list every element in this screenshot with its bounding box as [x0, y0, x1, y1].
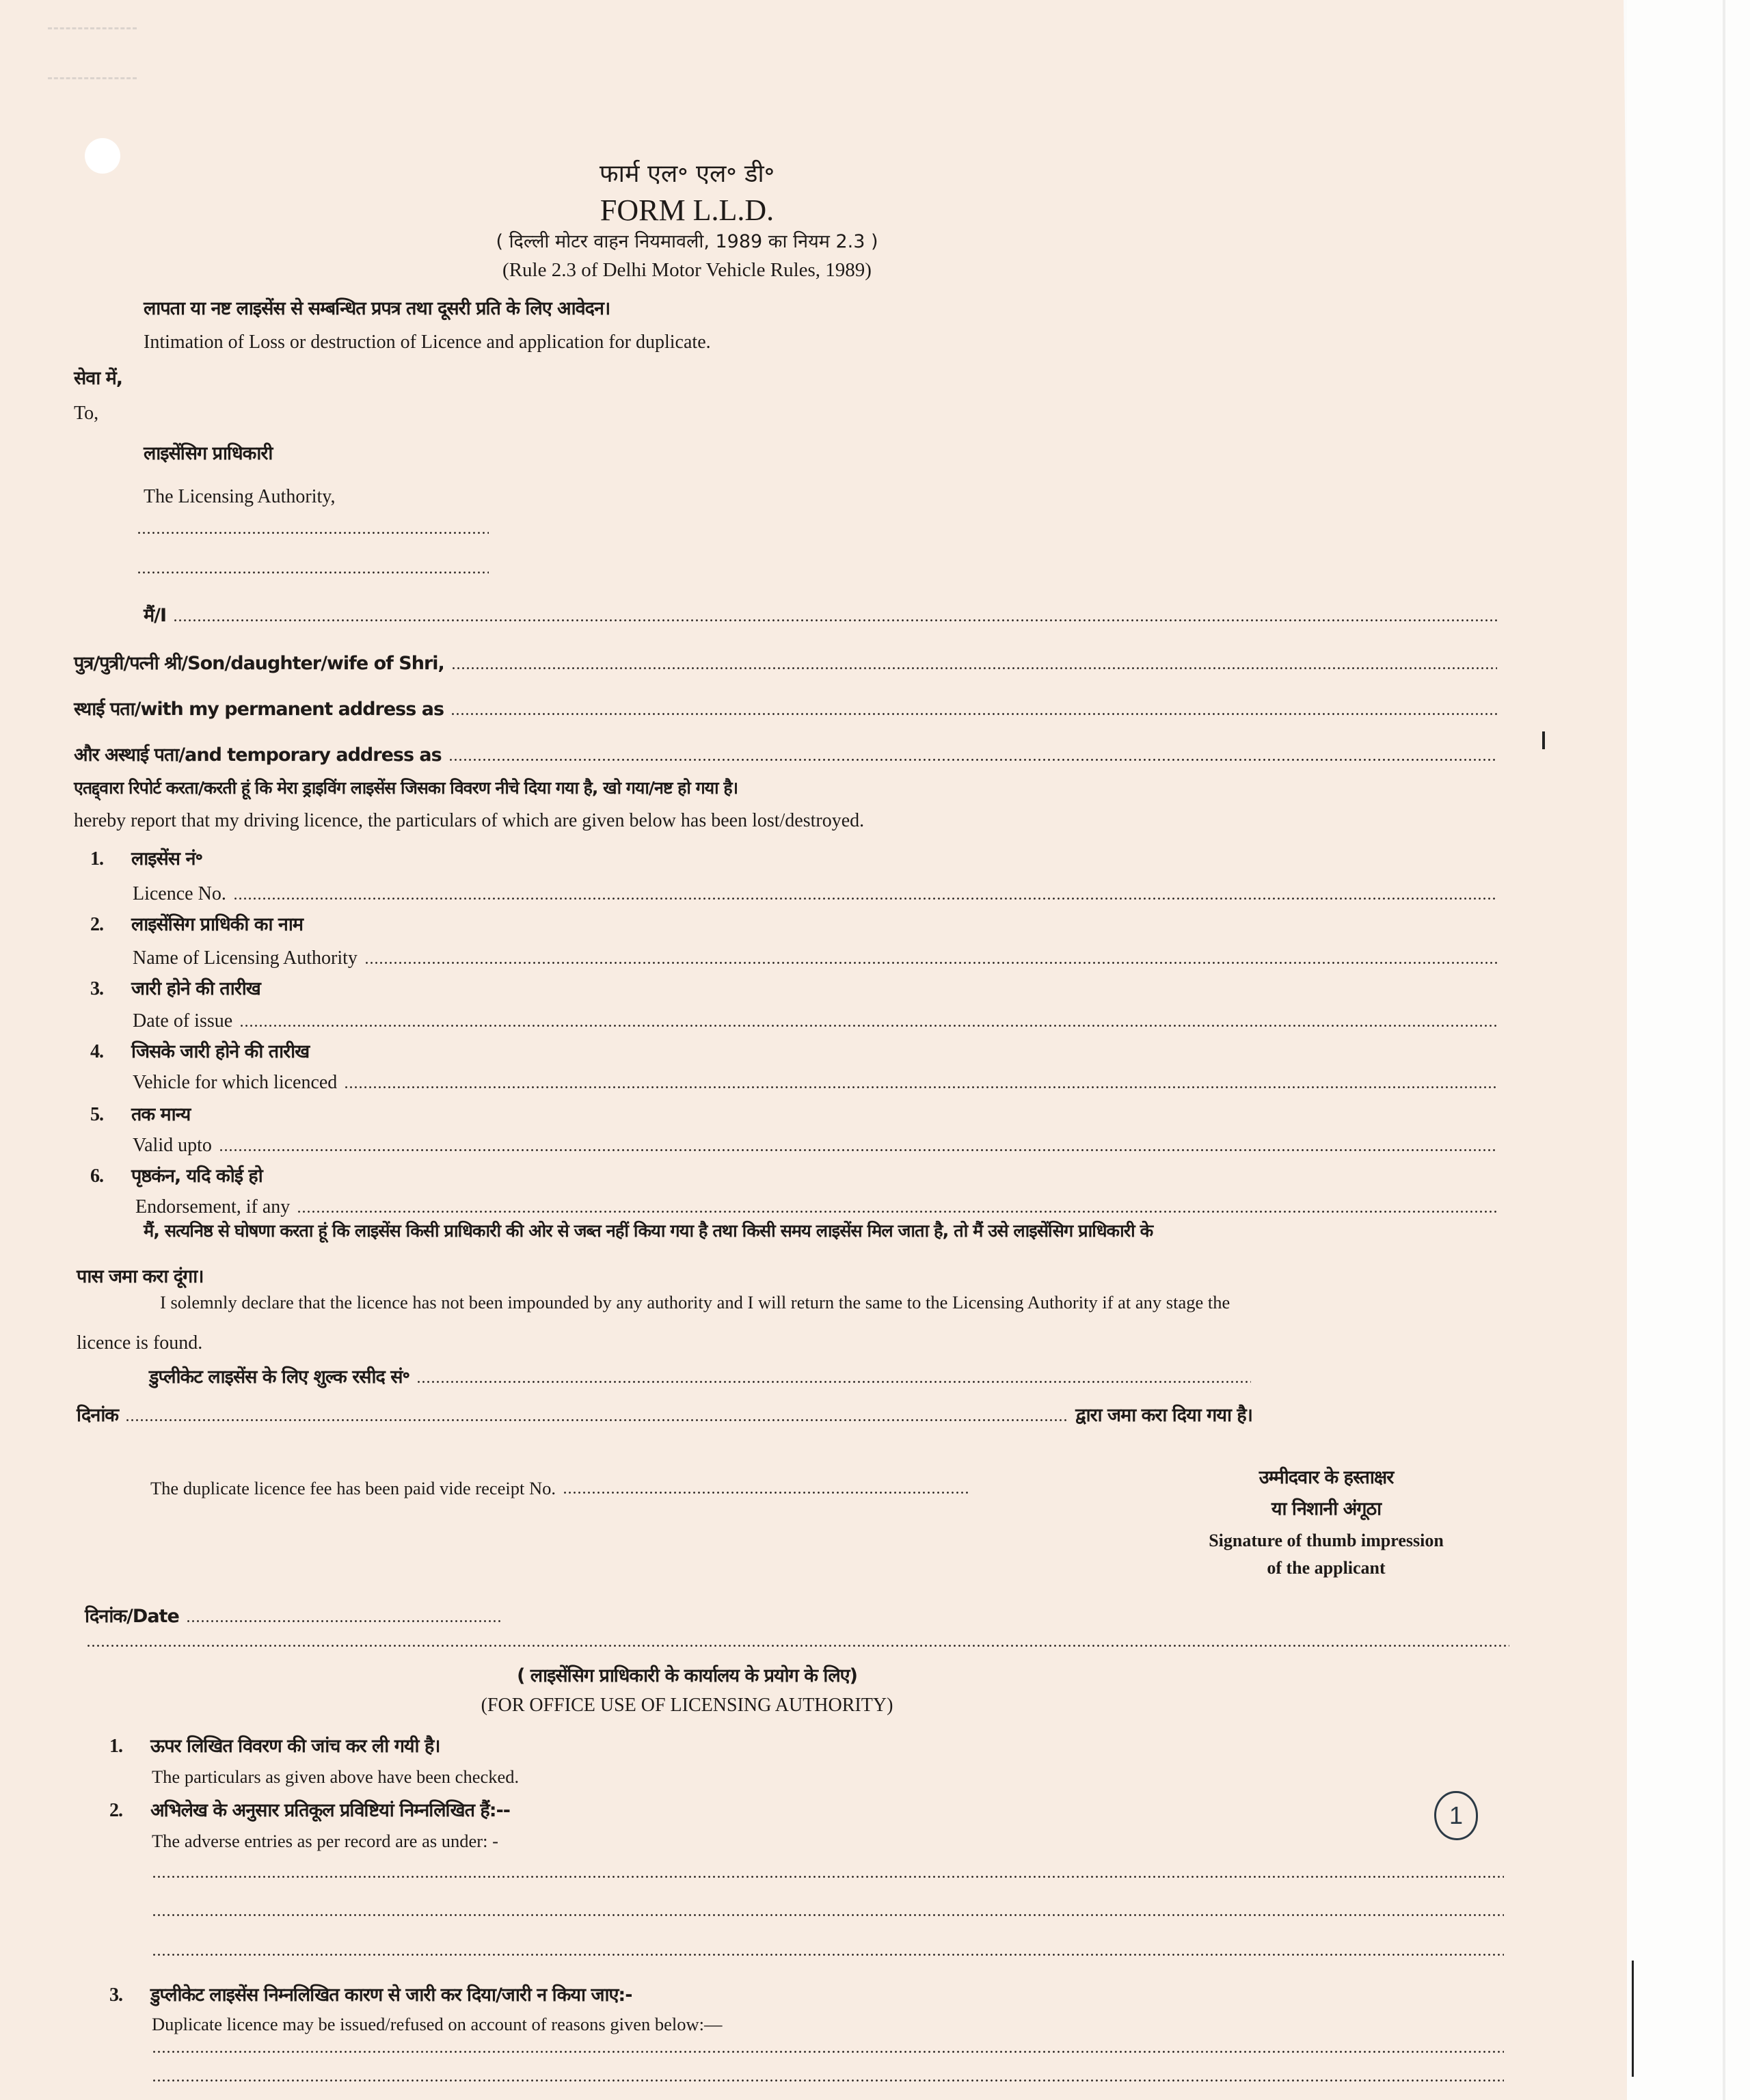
staple-marks	[48, 27, 137, 79]
particular-3-hindi: 3. जारी होने की तारीख	[90, 978, 260, 999]
valid-upto-input[interactable]	[219, 1149, 1497, 1151]
signature-line2: of the applicant	[1267, 1558, 1386, 1578]
section-divider	[86, 1645, 1509, 1652]
declaration-hindi-line2: पास जमा करा दूंगा।	[77, 1266, 204, 1287]
particular-2-hindi: 2. लाइसेंसिग प्राधिकी का नाम	[90, 914, 303, 935]
vehicle-class-field[interactable]	[133, 1072, 1497, 1094]
fee-receipt-hindi-label: डुप्लीकेट लाइसेंस के लिए शुल्क रसीद सं॰	[149, 1367, 409, 1388]
pen-mark	[1542, 731, 1545, 749]
date-of-issue-input[interactable]	[239, 1025, 1497, 1027]
adverse-entries-line-1[interactable]	[152, 1876, 1504, 1883]
to-label: To,	[74, 403, 99, 424]
date-of-issue-field[interactable]	[133, 1010, 1497, 1032]
deposited-label: द्वारा जमा करा दिया गया है।	[1075, 1405, 1252, 1426]
signature-hindi-line1: उम्मीदवार के हस्ताक्षर	[1258, 1467, 1394, 1488]
declaration-line1: I solemnly declare that the licence has not been impounded by any authority and I will return the same to the Licensing Authority if at any stage the	[160, 1292, 1230, 1312]
fee-receipt-input[interactable]	[563, 1492, 971, 1494]
applicant-name-field[interactable]	[144, 602, 1497, 627]
authority-label: The Licensing Authority,	[144, 486, 336, 507]
relation-label: पुत्र/पुत्री/पत्नी श्री/Son/daughter/wife of Shri,	[74, 653, 444, 674]
date-label: दिनांक/Date	[85, 1606, 179, 1627]
declaration-line2: licence is found.	[77, 1332, 203, 1354]
office-use-title: (FOR OFFICE USE OF LICENSING AUTHORITY)	[481, 1695, 893, 1716]
relation-input[interactable]	[451, 667, 1497, 669]
report-statement: hereby report that my driving licence, the particulars of which are given below has been lost/destroyed.	[74, 810, 865, 831]
applicant-name-label: मैं/I	[144, 605, 167, 626]
date-input[interactable]	[186, 1620, 500, 1622]
sheet-fold	[1723, 0, 1725, 2100]
authority-address-line-1[interactable]	[137, 532, 489, 539]
report-hindi: एतद्द्वारा रिपोर्ट करता/करती हूं कि मेरा ड्राइविंग लाइसेंस जिसका विवरण नीचे दिया गया है, खो गया/नष्ट हो गया है।	[74, 778, 738, 798]
fee-receipt-label: The duplicate licence fee has been paid vide receipt No.	[150, 1478, 556, 1498]
temporary-address-label: और अस्थाई पता/and temporary address as	[74, 744, 442, 766]
licence-no-label: Licence No.	[133, 883, 226, 904]
underlying-sheet	[1627, 0, 1750, 2100]
endorsement-input[interactable]	[297, 1211, 1497, 1213]
permanent-address-field[interactable]	[74, 695, 1497, 721]
temporary-address-field[interactable]	[74, 741, 1497, 766]
permanent-address-label: स्थाई पता/with my permanent address as	[74, 699, 444, 720]
circled-page-number: 1	[1434, 1791, 1478, 1840]
particular-6-hindi: 6. पृष्ठकंन, यदि कोई हो	[90, 1166, 262, 1187]
relation-field[interactable]	[74, 649, 1497, 675]
fee-receipt-field[interactable]	[150, 1478, 971, 1499]
office-item-3: Duplicate licence may be issued/refused on account of reasons given below:—	[152, 2014, 723, 2034]
authority-hindi: लाइसेंसिग प्राधिकारी	[144, 443, 273, 464]
valid-upto-field[interactable]	[133, 1135, 1497, 1157]
fee-receipt-hindi-input[interactable]	[416, 1381, 1251, 1383]
applicant-name-input[interactable]	[173, 619, 1497, 621]
fee-date-field[interactable]	[77, 1401, 1252, 1427]
adverse-entries-line-3[interactable]	[152, 1954, 1504, 1961]
vehicle-class-input[interactable]	[344, 1086, 1497, 1088]
subject-hindi: लापता या नष्ट लाइसेंस से सम्बन्धित प्रपत्र तथा दूसरी प्रति के लिए आवेदन।	[144, 298, 610, 319]
to-hindi: सेवा में,	[74, 368, 123, 389]
vehicle-class-label: Vehicle for which licenced	[133, 1072, 338, 1093]
office-use-title-hindi: ( लाइसेंसिग प्राधिकारी के कार्यालय के प्रयोग के लिए)	[517, 1665, 857, 1686]
endorsement-label: Endorsement, if any	[135, 1196, 291, 1217]
adverse-entries-line-2[interactable]	[152, 1914, 1504, 1922]
date-of-issue-label: Date of issue	[133, 1010, 233, 1032]
margin-pen-line	[1632, 1961, 1634, 2077]
fee-receipt-hindi-field[interactable]	[149, 1363, 1251, 1388]
form-title-hindi: फार्म एल॰ एल॰ डी॰	[599, 160, 775, 188]
date-field[interactable]	[85, 1602, 500, 1628]
valid-upto-label: Valid upto	[133, 1135, 212, 1156]
rule-reference-hindi: ( दिल्ली मोटर वाहन नियमावली, 1989 का नियम 2.3 )	[496, 231, 878, 252]
office-item-2-hindi: 2. अभिलेख के अनुसार प्रतिकूल प्रविष्टियां निम्नलिखित हैं:--	[109, 1800, 510, 1821]
fee-date-label: दिनांक	[77, 1405, 119, 1426]
endorsement-field[interactable]	[135, 1196, 1497, 1218]
office-item-3-hindi: 3. डुप्लीकेट लाइसेंस निम्नलिखित कारण से जारी कर दिया/जारी न किया जाए:-	[109, 1984, 632, 2006]
particular-4-hindi: 4. जिसके जारी होने की तारीख	[90, 1041, 310, 1062]
office-item-2: The adverse entries as per record are as under: -	[152, 1831, 498, 1851]
temporary-address-input[interactable]	[448, 759, 1497, 761]
reasons-line-1[interactable]	[152, 2051, 1504, 2058]
licence-no-field[interactable]	[133, 883, 1497, 905]
authority-name-input[interactable]	[364, 962, 1497, 964]
fee-date-input[interactable]	[125, 1419, 1068, 1421]
authority-name-label: Name of Licensing Authority	[133, 947, 358, 969]
reasons-line-2[interactable]	[152, 2079, 1504, 2087]
signature-line1: Signature of thumb impression	[1209, 1531, 1444, 1550]
permanent-address-input[interactable]	[450, 713, 1497, 715]
particular-5-hindi: 5. तक मान्य	[90, 1104, 191, 1125]
declaration-hindi-line1: मैं, सत्यनिष्ठ से घोषणा करता हूं कि लाइसेंस किसी प्राधिकारी की ओर से जब्त नहीं किया गया है तथा किसी समय लाइसेंस मिल जाता है, तो मैं उसे लाइसेंसिग प्राधिकारी के	[144, 1221, 1153, 1241]
particular-1-hindi: 1. लाइसेंस नं॰	[90, 848, 202, 870]
authority-name-field[interactable]	[133, 947, 1497, 969]
authority-address-line-2[interactable]	[137, 571, 489, 579]
office-item-1: The particulars as given above have been checked.	[152, 1766, 520, 1787]
licence-no-input[interactable]	[233, 898, 1497, 900]
subject: Intimation of Loss or destruction of Licence and application for duplicate.	[144, 332, 711, 353]
office-item-1-hindi: 1. ऊपर लिखित विवरण की जांच कर ली गयी है।	[109, 1736, 440, 1757]
signature-hindi-line2: या निशानी अंगूठा	[1271, 1498, 1382, 1520]
rule-reference: (Rule 2.3 of Delhi Motor Vehicle Rules, 1989)	[502, 259, 872, 281]
form-title: FORM L.L.D.	[600, 193, 775, 227]
